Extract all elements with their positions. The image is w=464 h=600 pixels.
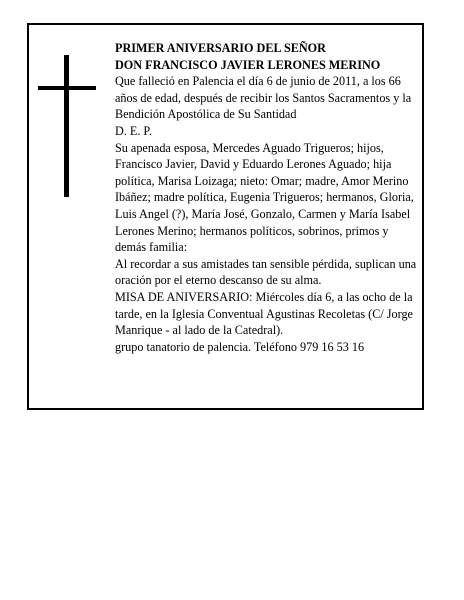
mass-details: MISA DE ANIVERSARIO: Miércoles día 6, a las ocho de la tarde, en la Iglesia Conventual Agustinas Recoletas (C/ Jorge Manrique - al lado de la Catedral). [115, 289, 413, 338]
rip-abbreviation: D. E. P. [115, 123, 152, 138]
title-line-2: DON FRANCISCO JAVIER LERONES MERINO [115, 57, 381, 72]
obituary-text [115, 40, 420, 355]
title-line-1: PRIMER ANIVERSARIO DEL SEÑOR [115, 41, 326, 55]
funeral-home-contact: grupo tanatorio de palencia. Teléfono 979 16 53 16 [115, 339, 365, 354]
prayer-request: Al recordar a sus amistades tan sensible pérdida, suplican una oración por el eterno descanso de su alma. [115, 256, 417, 288]
cross-vertical-bar [64, 55, 69, 197]
death-details: Que falleció en Palencia el día 6 de junio de 2011, a los 66 años de edad, después de recibir los Santos Sacramentos y la Bendición Apostólica de Su Santidad [115, 74, 412, 122]
cross-horizontal-bar [38, 86, 96, 90]
family-list: Su apenada esposa, Mercedes Aguado Trigueros; hijos, Francisco Javier, David y Eduardo Lerones Aguado; hija política, Marisa Loizaga; nieto: Omar; madre, Amor Merino Ibáñez; madre política, Eugenia Trigueros; hermanos, Gloria, Luis Angel (?), María José, Gonzalo, Carmen y María Isabel Lerones Merino; hermanos políticos, sobrinos, primos y demás familia: [115, 140, 414, 255]
